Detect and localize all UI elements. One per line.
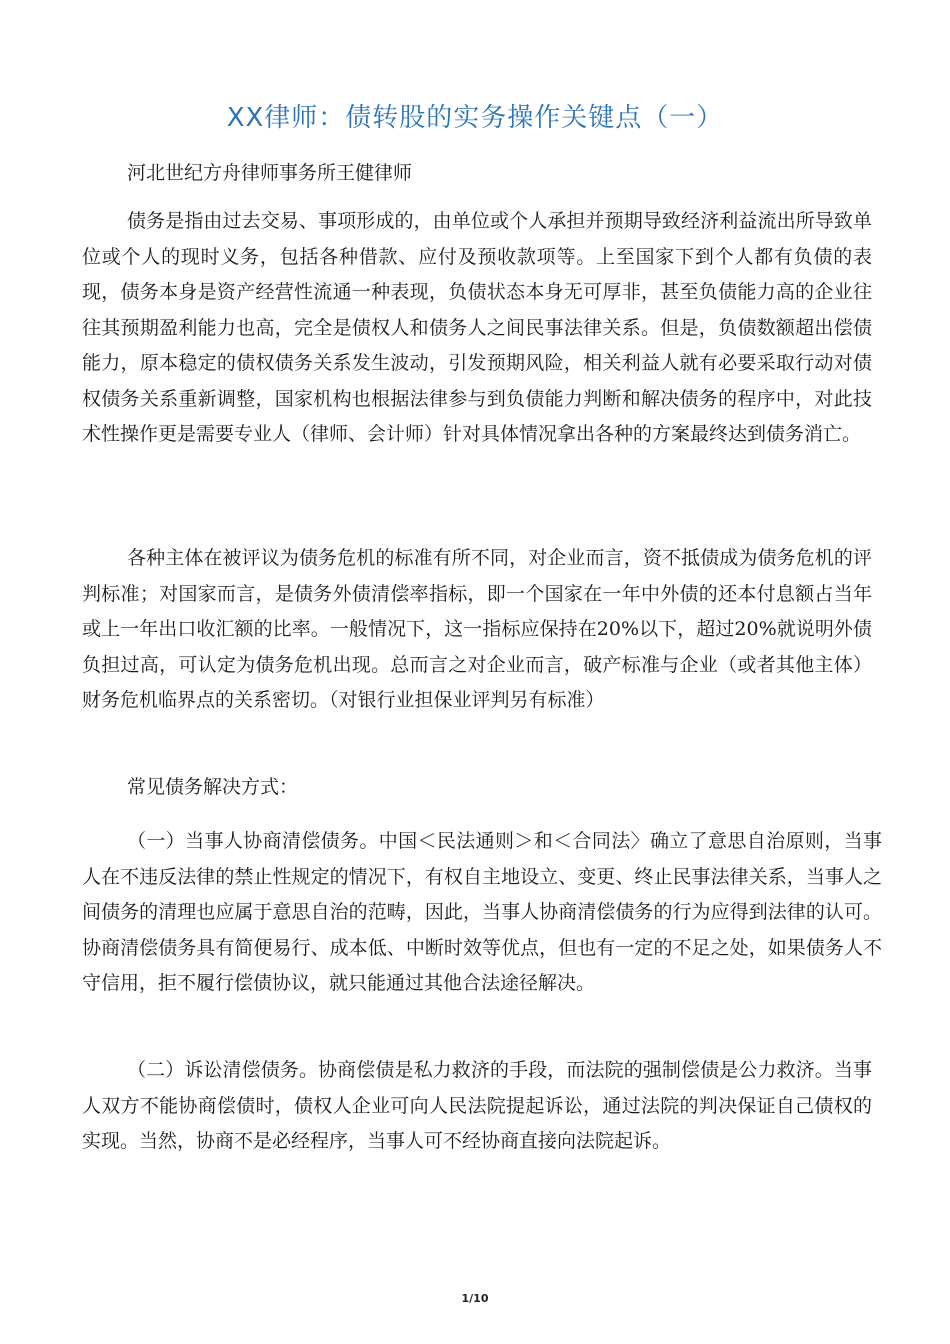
paragraph-method-litigation: （二）诉讼清偿债务。协商偿债是私力救济的手段，而法院的强制偿债是公力救济。当事人双方不能协商偿债时，债权人企业可向人民法院提起诉讼，通过法院的判决保证自己债权的实现。当然，协商不是必经程序，当事人可不经协商直接向法院起诉。 (82, 1059, 872, 1152)
paragraph-debt-definition: 债务是指由过去交易、事项形成的，由单位或个人承担并预期导致经济利益流出所导致单位或个人的现时义务，包括各种借款、应付及预收款项等。上至国家下到个人都有负债的表现，债务本身是资产经营性流通一种表现，负债状态本身无可厚非，甚至负债能力高的企业往往其预期盈利能力也高，完全是债权人和债务人之间民事法律关系。但是，负债数额超出偿债能力，原本稳定的债权债务关系发生波动，引发预期风险，相关利益人就有必要采取行动对债权债务关系重新调整，国家机构也根据法律参与到负债能力判断和解决债务的程序中，对此技术性操作更是需要专业人（律师、会计师）针对具体情况拿出各种的方案最终达到债务消亡。 (82, 210, 872, 445)
author-line: 河北世纪方舟律师事务所王健律师 (127, 162, 413, 184)
document-title: XX律师：债转股的实务操作关键点（一） (226, 103, 724, 133)
page-number: 1/10 (461, 1292, 489, 1305)
paragraph-method-negotiation: （一）当事人协商清偿债务。中国＜民法通则＞和＜合同法〉确立了意思自治原则，当事人在不违反法律的禁止性规定的情况下，有权自主地设立、变更、终止民事法律关系，当事人之间债务的清理也应属于意思自治的范畴，因此，当事人协商清偿债务的行为应得到法律的认可。协商清偿债务具有简便易行、成本低、中断时效等优点，但也有一定的不足之处，如果债务人不守信用，拒不履行偿债协议，就只能通过其他合法途径解决。 (82, 830, 882, 994)
paragraph-debt-crisis-standard: 各种主体在被评议为债务危机的标准有所不同，对企业而言，资不抵债成为债务危机的评判标准；对国家而言，是债务外债清偿率指标，即一个国家在一年中外债的还本付息额占当年或上一年出口收汇额的比率。一般情况下，这一指标应保持在20%以下，超过20%就说明外债负担过高，可认定为债务危机出现。总而言之对企业而言，破产标准与企业（或者其他主体）财务危机临界点的关系密切。（对银行业担保业评判另有标准） (82, 547, 872, 711)
paragraph-common-methods-heading: 常见债务解决方式： (127, 776, 299, 798)
